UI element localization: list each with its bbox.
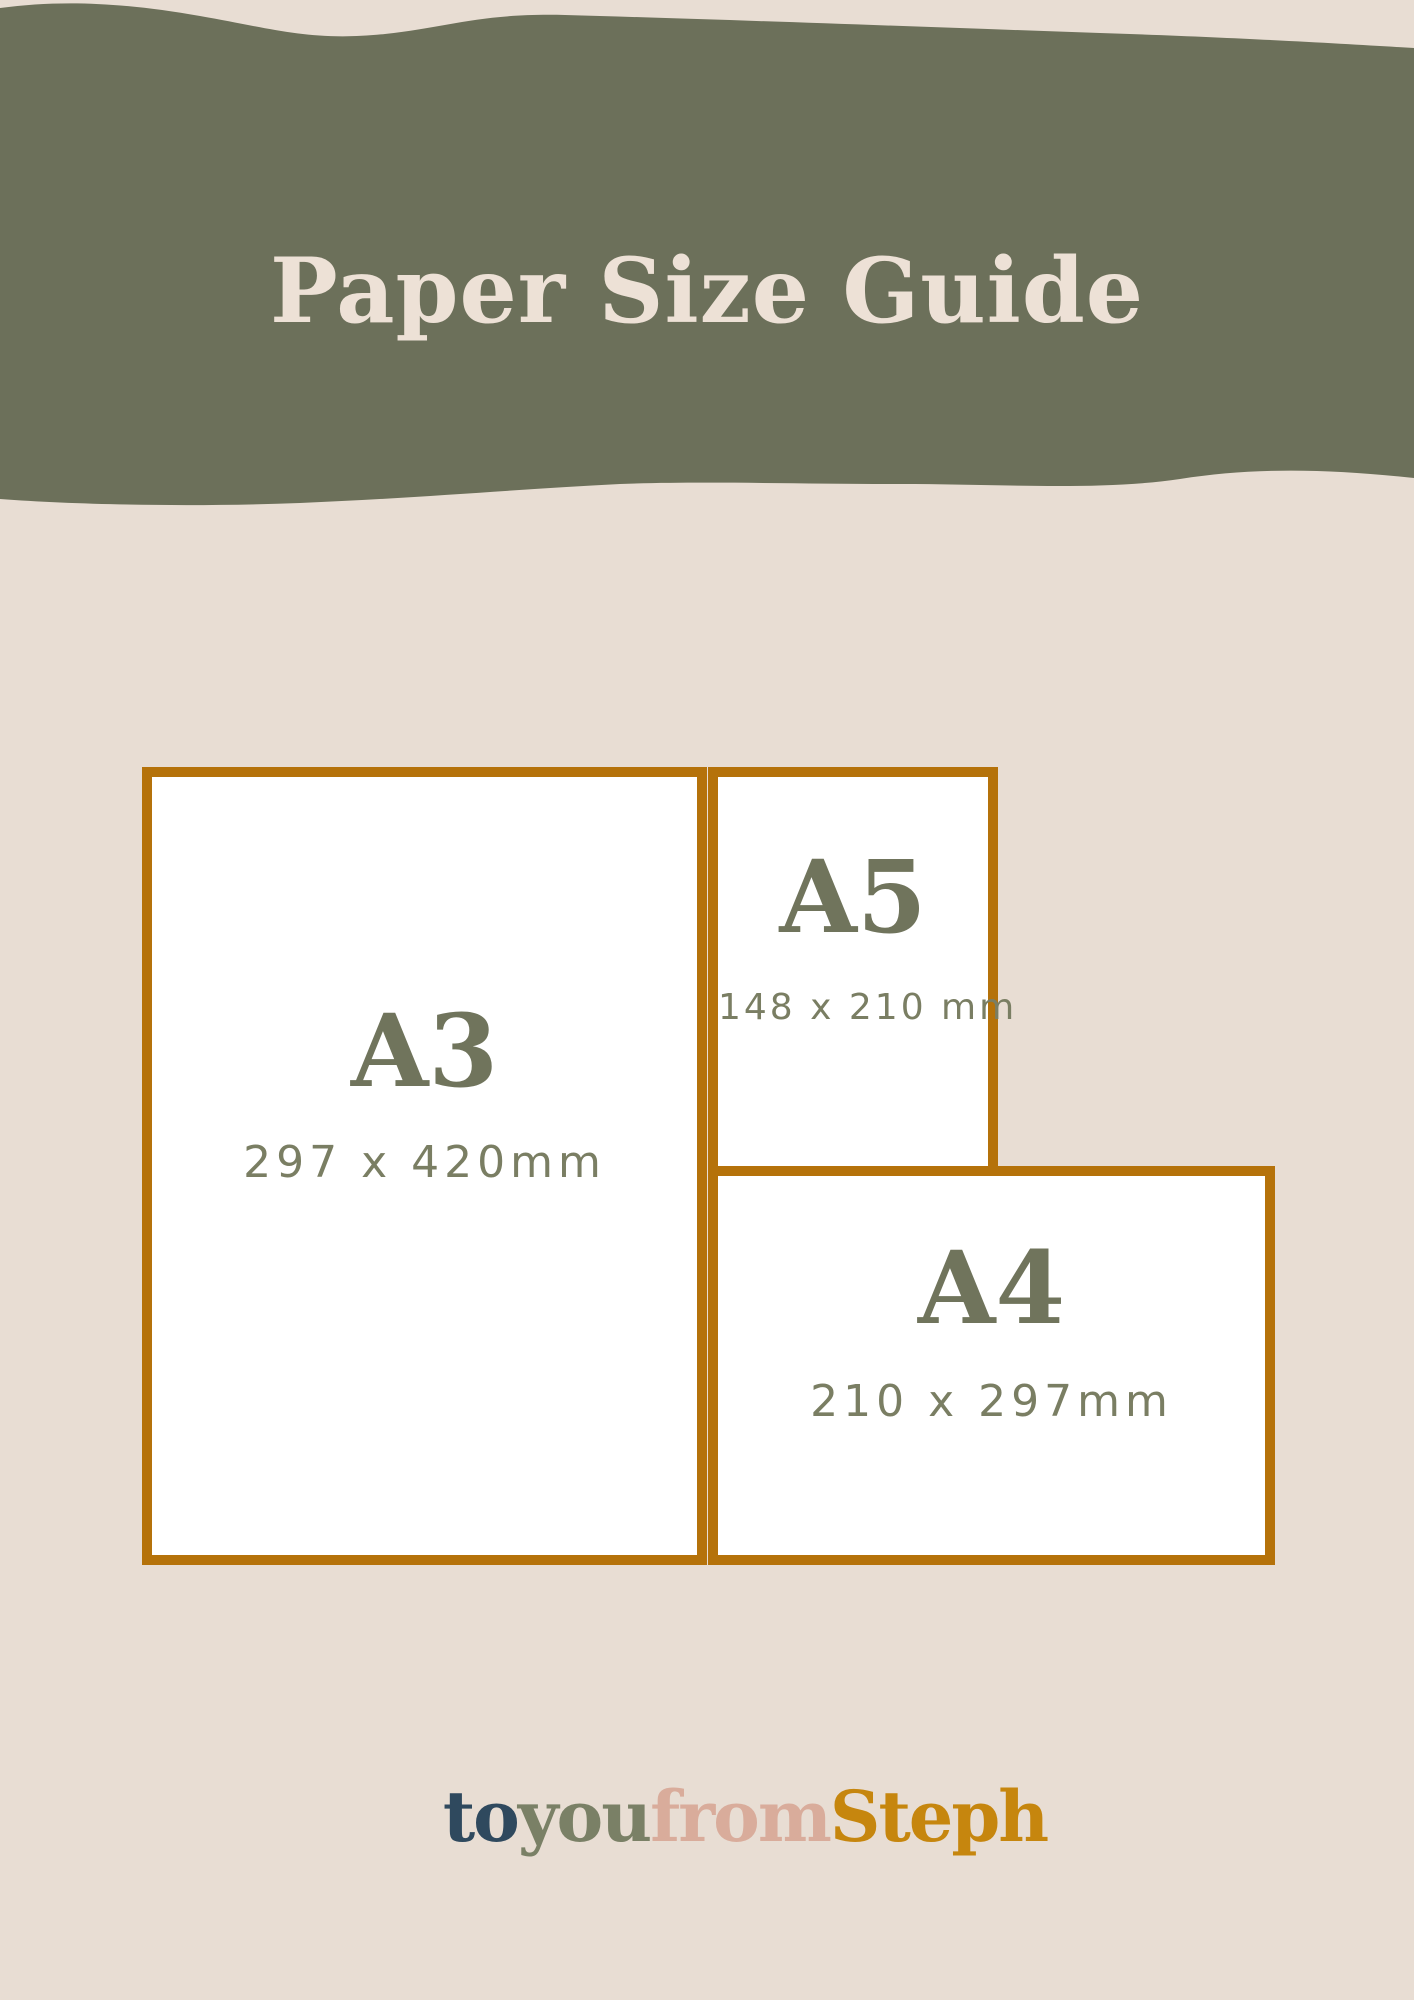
paper-box-a3 (142, 767, 707, 1565)
page-title: Paper Size Guide (269, 238, 1145, 344)
paper-label-a4: A4 (917, 1229, 1066, 1347)
paper-box-a5 (708, 767, 1018, 1177)
paper-dimensions-a4: 210 x 297mm (810, 1376, 1173, 1427)
logo-segment-you: you (517, 1775, 651, 1858)
brand-logo (0, 1775, 1414, 1858)
paper-label-a5: A5 (779, 838, 927, 956)
paper-label-a3: A3 (350, 992, 499, 1110)
logo-segment-steph: Steph (829, 1775, 1048, 1858)
paper-dimensions-a5: 148 x 210 mm (718, 987, 1018, 1028)
paper-dimensions-a3: 297 x 420mm (243, 1137, 606, 1188)
paper-box-a4 (708, 1166, 1275, 1565)
logo-segment-from: from (650, 1775, 830, 1858)
logo-segment-to: to (442, 1775, 518, 1858)
